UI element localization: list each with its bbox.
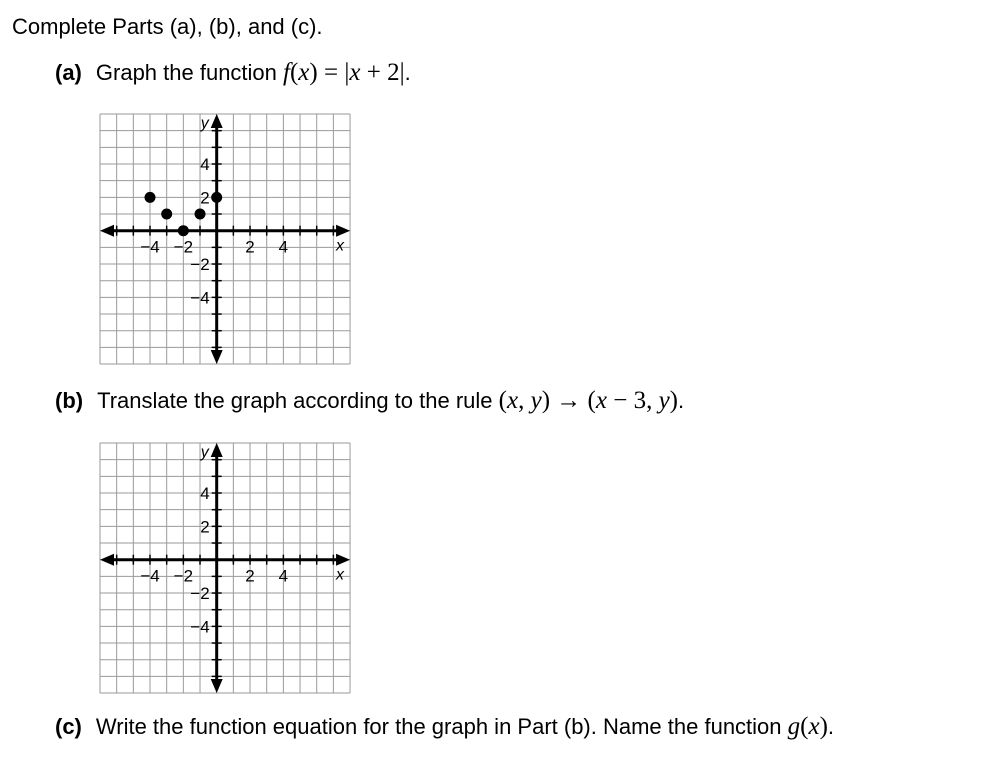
graph-b-grid[interactable] — [98, 441, 352, 695]
graph-a-x-axis-arrow-right — [336, 225, 350, 237]
part-a-equation: f(x) = |x + 2| — [283, 59, 405, 86]
y-tick-label: 4 — [200, 155, 210, 175]
graph-b-y-axis-arrow-up — [211, 443, 223, 457]
graph-a-plotted-point[interactable] — [178, 225, 189, 236]
y-tick-label: 4 — [200, 484, 210, 504]
graph-b-gridlines — [100, 443, 350, 693]
x-tick-label: −2 — [173, 566, 194, 586]
y-tick-label: −2 — [190, 255, 210, 275]
graph-a-y-axis-arrow-down — [211, 350, 223, 364]
y-tick-label: 2 — [200, 517, 210, 537]
graph-b[interactable] — [98, 441, 352, 700]
graph-b-x-axis-arrow-right — [336, 554, 350, 566]
y-tick-label: −2 — [190, 584, 210, 604]
part-b-text: Translate the graph according to the rule — [97, 388, 499, 413]
graph-a-y-axis-label: y — [200, 115, 209, 132]
x-tick-label: −4 — [140, 237, 160, 257]
graph-a-x-axis-label: x — [336, 237, 345, 255]
graph-a-grid[interactable] — [98, 112, 352, 366]
part-c-text: Write the function equation for the graph in Part (b). Name the function — [95, 714, 788, 739]
graph-a-x-axis-arrow-left — [100, 225, 114, 237]
x-tick-label: 4 — [278, 566, 289, 586]
y-tick-label: −4 — [190, 288, 210, 308]
graph-a-plotted-point[interactable] — [211, 192, 222, 203]
y-tick-label: 2 — [200, 188, 210, 208]
y-tick-label: −4 — [190, 617, 210, 637]
graph-a-y-axis-arrow-up — [211, 114, 223, 128]
graph-b-x-axis-arrow-left — [100, 554, 114, 566]
graph-a-plotted-point[interactable] — [145, 192, 156, 203]
part-a-label: (a) — [55, 60, 82, 85]
x-tick-label: 2 — [245, 566, 255, 586]
part-c-label: (c) — [55, 714, 82, 739]
part-a-prompt: (a) Graph the function f(x) = |x + 2|. — [55, 59, 411, 86]
part-b-label: (b) — [55, 388, 84, 413]
part-c-function-name: g(x) — [787, 713, 828, 740]
part-b-rule: (x, y) → (x − 3, y) — [498, 387, 678, 414]
graph-a-plotted-point[interactable] — [195, 209, 206, 220]
part-a-text: Graph the function — [95, 60, 284, 85]
graph-a[interactable] — [98, 112, 352, 371]
x-tick-label: 2 — [245, 237, 255, 257]
instructions: Complete Parts (a), (b), and (c). — [12, 14, 323, 39]
graph-a-plotted-point[interactable] — [161, 209, 172, 220]
x-tick-label: 4 — [278, 237, 289, 257]
x-tick-label: −4 — [140, 566, 160, 586]
part-c-prompt: (c) Write the function equation for the graph in Part (b). Name the function g(x). — [55, 713, 835, 740]
graph-a-gridlines — [100, 114, 350, 364]
graph-b-y-axis-arrow-down — [211, 679, 223, 693]
graph-b-x-axis-label: x — [336, 566, 345, 584]
graph-b-y-axis-label: y — [200, 444, 209, 461]
x-tick-label: −2 — [173, 237, 194, 257]
part-b-prompt: (b) Translate the graph according to the rule (x, y) → (x − 3, y). — [55, 387, 685, 414]
